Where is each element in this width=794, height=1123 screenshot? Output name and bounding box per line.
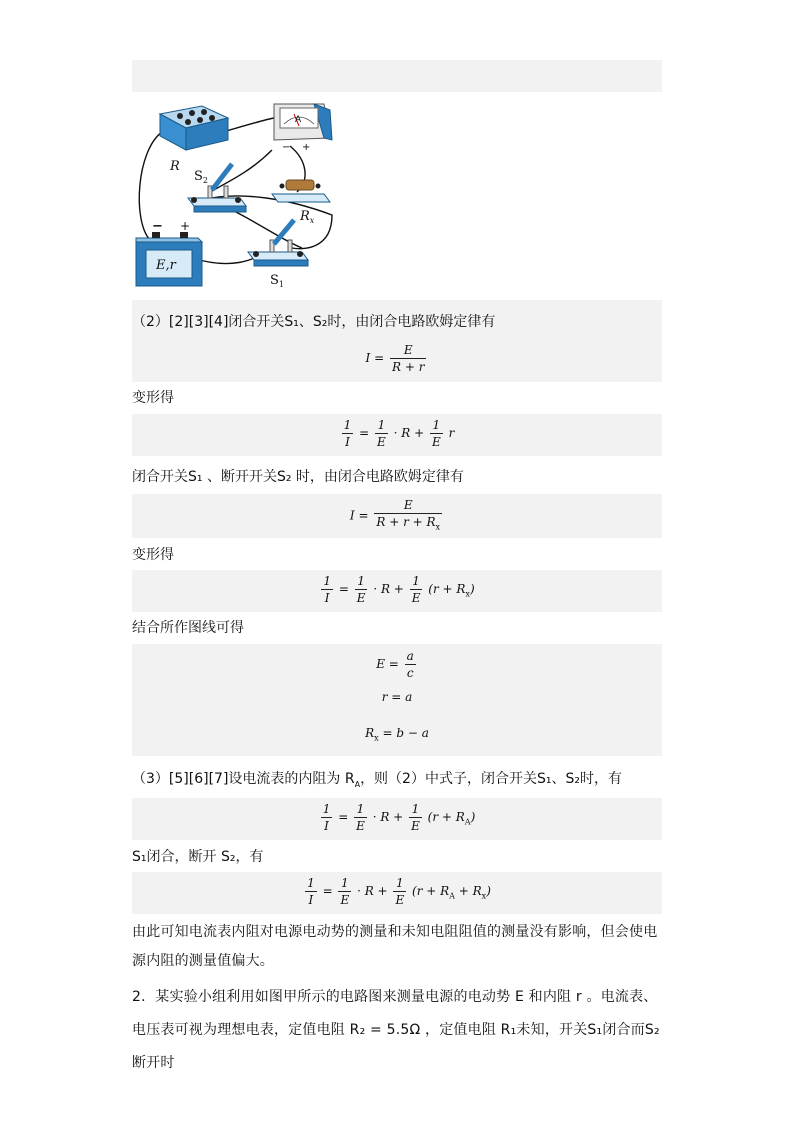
label-Er: E,r [156, 258, 176, 273]
equation-1: I = $\frac{E}{R + r}$ [365, 343, 425, 374]
equation-9: $\frac{1}{I}$ = $\frac{1}{E}$ · R + $\frac{1}{E}$ $(r + R_A + R_x)$ [307, 876, 491, 907]
label-batt-plus: + [180, 219, 191, 233]
conclusion-paragraph: 由此可知电流表内阻对电源电动势的测量和未知电阻阻值的测量没有影响，但会使电源内阻的测量值偏大。 [132, 924, 658, 969]
question-2-paragraph: 2．某实验小组利用如图甲所示的电路图来测量电源的电动势 E 和内阻 r 。电流表、电压表可视为理想电表，定值电阻 R₂ = 5.5Ω ，定值电阻 R₁未知，开关S₁闭合而S₂断开时 [132, 989, 660, 1071]
label-A: A [295, 115, 302, 125]
equation-7: $R_x = b - a$ [365, 726, 429, 743]
equation-2: $\frac{1}{I}$ = $\frac{1}{E}$ · R + $\frac{1}{E}$ r [343, 418, 455, 449]
text-jiehe: 结合所作图线可得 [132, 620, 244, 636]
equation-3: I = $\frac{E}{R + r + R_x}$ [349, 498, 441, 532]
top-grey-band [132, 60, 662, 92]
label-R: R [170, 159, 180, 174]
label-S2: $S_2$ [194, 169, 208, 185]
p2-intro: （2）[2][3][4]闭合开关S₁、S₂时，由闭合电路欧姆定律有 [132, 314, 496, 330]
circuit-diagram [132, 100, 334, 290]
label-Rx: $R_x$ [300, 209, 315, 225]
resistance-box [160, 106, 228, 150]
text-bianxing-1: 变形得 [132, 390, 174, 406]
p-s1-only: 闭合开关S₁ 、断开开关S₂ 时，由闭合电路欧姆定律有 [132, 469, 464, 485]
p3-intro: （3）[5][6][7]设电流表的内阻为 $R_A$，则（2）中式子，闭合开关S₁、S₂时，有 [132, 771, 622, 789]
s1-close-text: S₁闭合，断开 S₂，有 [132, 849, 264, 865]
equation-6: r = a [381, 690, 413, 704]
label-meter-minus: − [282, 142, 291, 153]
equation-5: E = $\frac{a}{c}$ [376, 649, 414, 680]
ammeter [274, 104, 332, 140]
wire [210, 150, 272, 192]
label-S1: $S_1$ [270, 273, 284, 289]
label-batt-minus: − [152, 219, 163, 234]
label-meter-plus: + [302, 142, 311, 153]
text-bianxing-2: 变形得 [132, 547, 174, 563]
switch-s1 [248, 220, 308, 266]
resistor-rx [272, 180, 330, 202]
equation-8: $\frac{1}{I}$ = $\frac{1}{E}$ · R + $\frac{1}{E}$ $(r + R_A)$ [322, 802, 476, 833]
equation-4: $\frac{1}{I}$ = $\frac{1}{E}$ · R + $\frac{1}{E}$ $(r + R_x)$ [323, 574, 475, 605]
